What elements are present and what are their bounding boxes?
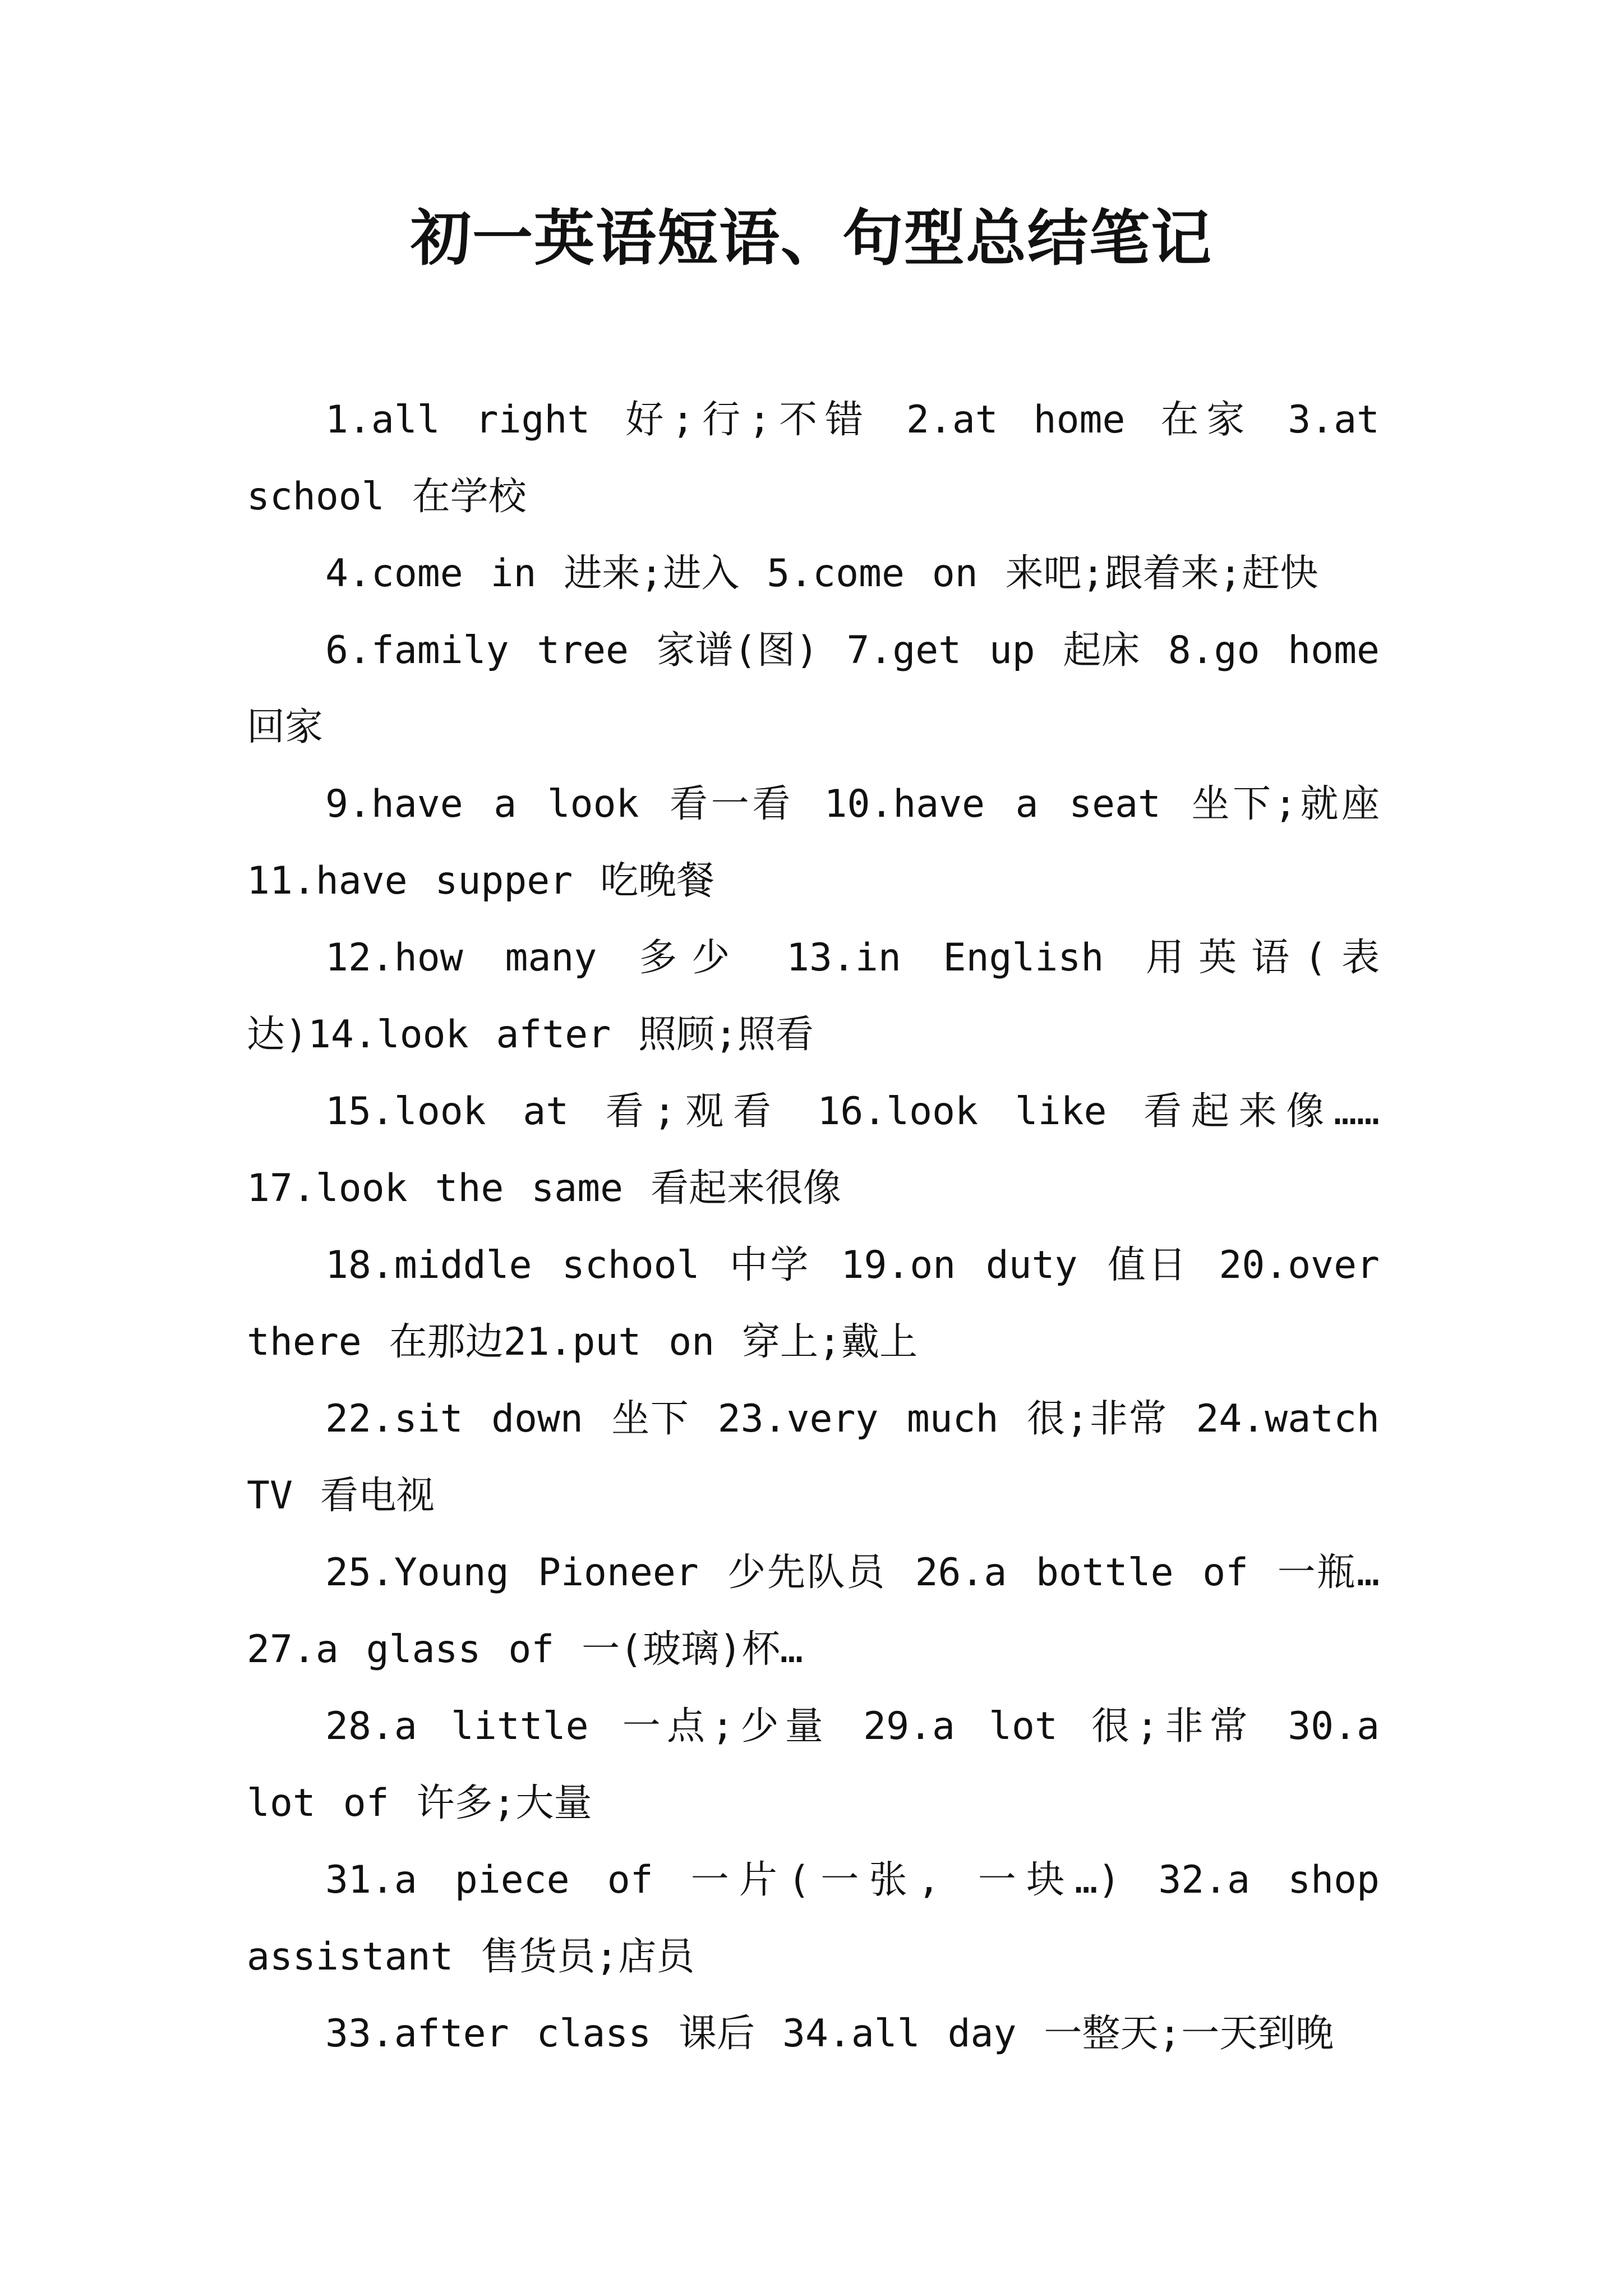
paragraph: 12.how many 多少 13.in English 用英语(表达)14.look after 照顾;照看	[247, 936, 1380, 1057]
paragraph: 1.all right 好;行;不错 2.at home 在家 3.at school 在学校	[247, 398, 1380, 519]
paragraph: 31.a piece of 一片(一张, 一块…) 32.a shop assistant 售货员;店员	[247, 1858, 1380, 1979]
paragraph: 15.look at 看;观看 16.look like 看起来像…… 17.look the same 看起来很像	[247, 1089, 1380, 1211]
document-title: 初一英语短语、句型总结笔记	[410, 203, 1212, 274]
paragraph: 28.a little 一点;少量 29.a lot 很;非常 30.a lot of 许多;大量	[247, 1704, 1380, 1825]
paragraph: 25.Young Pioneer 少先队员 26.a bottle of 一瓶… 27.a glass of 一(玻璃)杯…	[247, 1550, 1380, 1672]
document-body	[247, 381, 1380, 2072]
paragraph: 6.family tree 家谱(图) 7.get up 起床 8.go home 回家	[247, 628, 1380, 749]
paragraph: 33.after class 课后 34.all day 一整天;一天到晚	[325, 2012, 1334, 2056]
paragraph: 9.have a look 看一看 10.have a seat 坐下;就座 11.have supper 吃晚餐	[247, 782, 1380, 903]
paragraph: 18.middle school 中学 19.on duty 值日 20.over there 在那边21.put on 穿上;戴上	[247, 1243, 1380, 1364]
paragraph: 4.come in 进来;进入 5.come on 来吧;跟着来;赶快	[325, 551, 1318, 596]
paragraph: 22.sit down 坐下 23.very much 很;非常 24.watch TV 看电视	[247, 1397, 1380, 1518]
